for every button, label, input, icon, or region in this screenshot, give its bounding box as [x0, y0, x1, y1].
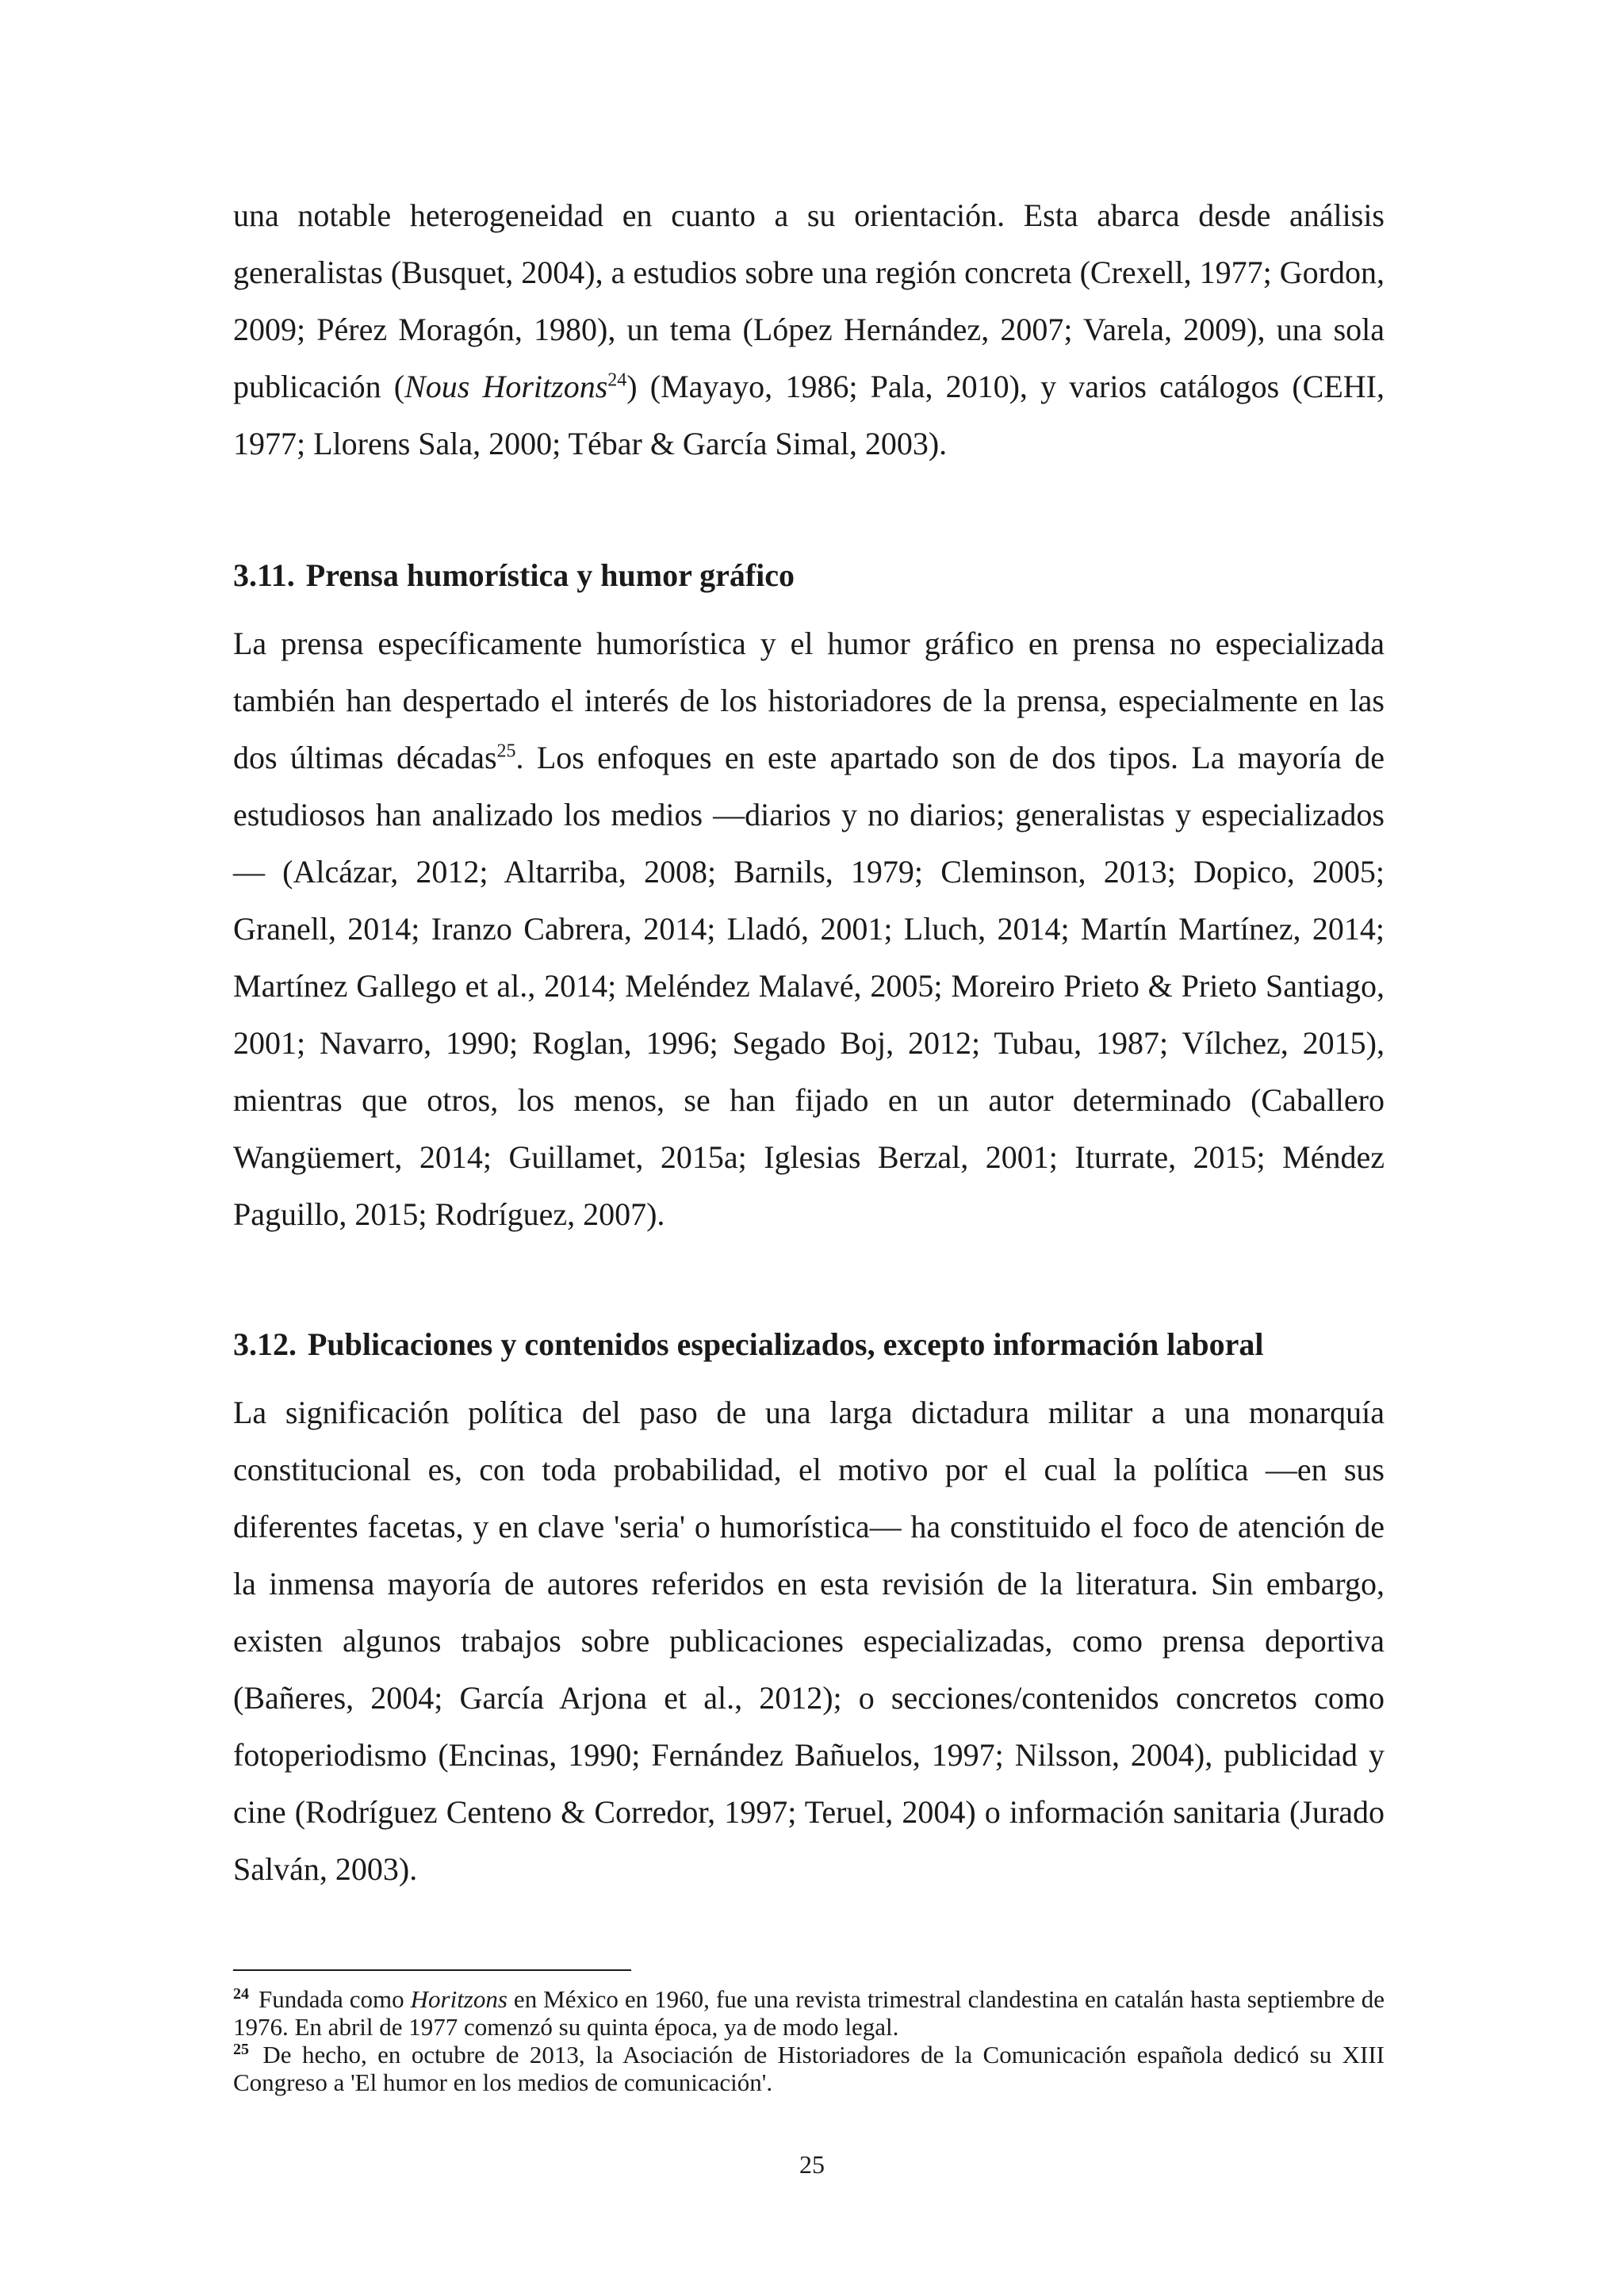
- footnote-ref-25[interactable]: 25: [496, 740, 516, 762]
- footnote-number: 24: [233, 1984, 249, 2003]
- footnote-24: [233, 1985, 1385, 2041]
- footnote-text: De hecho, en octubre de 2013, la Asociación de Historiadores de la Comunicación española dedicó su XIII Congreso a 'El humor en los medios de comunicación'.: [233, 2041, 1385, 2096]
- section-3-12-paragraph: [233, 1384, 1385, 1898]
- footnotes: [233, 1985, 1385, 2096]
- footnote-25: [233, 2041, 1385, 2096]
- footnote-italic: Horitzons: [410, 1985, 508, 2013]
- section-title: Prensa humorística y humor gráfico: [305, 557, 795, 593]
- intro-paragraph: [233, 187, 1385, 473]
- section-3-11-paragraph: [233, 615, 1385, 1243]
- footnote-text: Fundada como: [252, 1985, 411, 2013]
- intro-text-2: ) (Mayayo, 1986; Pala, 2010), y varios catálogos (CEHI, 1977; Llorens Sala, 2000; Tébar & García Simal, 2003).: [233, 369, 1385, 461]
- footnote-text: en México en 1960, fue una revista trimestral clandestina en catalán hasta septiembre de 1976. En abril de 1977 comenzó su quinta época, ya de modo legal.: [233, 1985, 1385, 2041]
- footnote-ref-24[interactable]: 24: [607, 369, 627, 391]
- section-3-12-text: La significación política del paso de una larga dictadura militar a una monarquía constitucional es, con toda probabilidad, el motivo por el cual la política —en sus diferentes facetas, y en clave 'seria' o humorística— ha constituido el foco de atención de la inmensa mayoría de autores referidos en esta revisión de la literatura. Sin embargo, existen algunos trabajos sobre publicaciones especializadas, como prensa deportiva (Bañeres, 2004; García Arjona et al., 2012); o secciones/contenidos concretos como fotoperiodismo (Encinas, 1990; Fernández Bañuelos, 1997; Nilsson, 2004), publicidad y cine (Rodríguez Centeno & Corredor, 1997; Teruel, 2004) o información sanitaria (Jurado Salván, 2003).: [233, 1395, 1385, 1887]
- section-heading-3-12: [233, 1316, 1385, 1373]
- section-number: 3.11.: [233, 557, 295, 593]
- section-3-11-text-2: . Los enfoques en este apartado son de dos tipos. La mayoría de estudiosos han analizado los medios —diarios y no diarios; generalistas y especializados— (Alcázar, 2012; Altarriba, 2008; Barnils, 1979; Cleminson, 2013; Dopico, 2005; Granell, 2014; Iranzo Cabrera, 2014; Lladó, 2001; Lluch, 2014; Martín Martínez, 2014; Martínez Gallego et al., 2014; Meléndez Malavé, 2005; Moreiro Prieto & Prieto Santiago, 2001; Navarro, 1990; Roglan, 1996; Segado Boj, 2012; Tubau, 1987; Vílchez, 2015), mientras que otros, los menos, se han fijado en un autor determinado (Caballero Wangüemert, 2014; Guillamet, 2015a; Iglesias Berzal, 2001; Iturrate, 2015; Méndez Paguillo, 2015; Rodríguez, 2007).: [233, 740, 1385, 1232]
- section-title: Publicaciones y contenidos especializados, excepto información laboral: [308, 1326, 1264, 1362]
- footnote-number: 25: [233, 2040, 249, 2058]
- section-number: 3.12.: [233, 1326, 297, 1362]
- footnote-divider: [233, 1969, 631, 1971]
- page-number: 25: [799, 2150, 825, 2179]
- section-heading-3-11: [233, 547, 1385, 604]
- section-3-11-text-1: La prensa específicamente humorística y el humor gráfico en prensa no especializada también han despertado el interés de los historiadores de la prensa, especialmente en las dos últimas décadas: [233, 626, 1385, 775]
- intro-text-1: una notable heterogeneidad en cuanto a su orientación. Esta abarca desde análisis generalistas (Busquet, 2004), a estudios sobre una región concreta (Crexell, 1977; Gordon, 2009; Pérez Moragón, 1980), un tema (López Hernández, 2007; Varela, 2009), una sola publicación (: [233, 197, 1385, 404]
- intro-italic-title: Nous Horitzons: [404, 369, 608, 404]
